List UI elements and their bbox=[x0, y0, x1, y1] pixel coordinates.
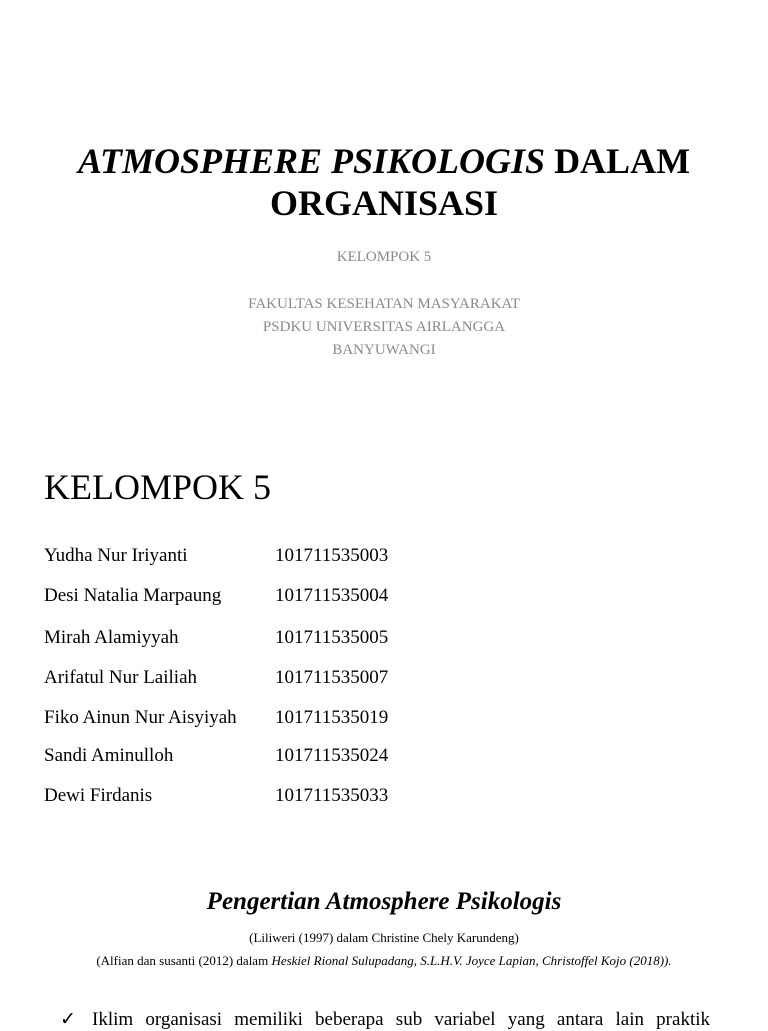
member-id: 101711535024 bbox=[275, 745, 389, 766]
members-heading: KELOMPOK 5 bbox=[44, 467, 272, 507]
member-id: 101711535004 bbox=[275, 585, 389, 606]
member-name: Yudha Nur Iriyanti bbox=[44, 545, 188, 566]
member-id: 101711535033 bbox=[275, 785, 389, 806]
member-name: Sandi Aminulloh bbox=[44, 745, 174, 766]
title-italic: ATMOSPHERE PSIKOLOGIS bbox=[77, 141, 546, 181]
citation-2 bbox=[0, 953, 768, 969]
member-name: Mirah Alamiyyah bbox=[44, 627, 179, 648]
bullet-item bbox=[60, 1009, 710, 1031]
member-name: Fiko Ainun Nur Aisyiyah bbox=[44, 707, 237, 728]
member-row bbox=[44, 745, 388, 767]
member-row bbox=[44, 627, 388, 649]
member-id: 101711535005 bbox=[275, 627, 389, 648]
member-row bbox=[44, 667, 388, 689]
document-title bbox=[0, 140, 768, 224]
title-rest: DALAM bbox=[545, 141, 691, 181]
member-row bbox=[44, 785, 388, 807]
member-name: Desi Natalia Marpaung bbox=[44, 585, 222, 606]
affiliation bbox=[0, 293, 768, 362]
affiliation-line: BANYUWANGI bbox=[332, 342, 436, 358]
member-id: 101711535019 bbox=[275, 707, 389, 728]
definition-heading: Pengertian Atmosphere Psikologis bbox=[206, 888, 562, 915]
check-icon: ✓ bbox=[60, 1009, 76, 1030]
group-label: KELOMPOK 5 bbox=[336, 249, 432, 265]
affiliation-line: FAKULTAS KESEHATAN MASYARAKAT bbox=[248, 296, 520, 312]
member-row bbox=[44, 707, 388, 729]
member-name: Arifatul Nur Lailiah bbox=[44, 667, 198, 688]
affiliation-line: PSDKU UNIVERSITAS AIRLANGGA bbox=[262, 319, 506, 335]
bullet-text: Iklim organisasi memiliki beberapa sub variabel yang antara lain praktik bbox=[92, 1009, 710, 1030]
member-row bbox=[44, 585, 388, 607]
citation-2-italic: Heskiel Rional Sulupadang, S.L.H.V. Joyce Lapian, Christoffel Kojo (2018)). bbox=[271, 953, 672, 968]
citation-1: (Liliweri (1997) dalam Christine Chely Karundeng) bbox=[249, 930, 519, 945]
member-name: Dewi Firdanis bbox=[44, 785, 153, 806]
member-id: 101711535007 bbox=[275, 667, 389, 688]
title-line2: ORGANISASI bbox=[269, 183, 499, 223]
citation-2-plain: (Alfian dan susanti (2012) dalam bbox=[96, 953, 272, 968]
member-id: 101711535003 bbox=[275, 545, 389, 566]
member-row bbox=[44, 545, 388, 567]
